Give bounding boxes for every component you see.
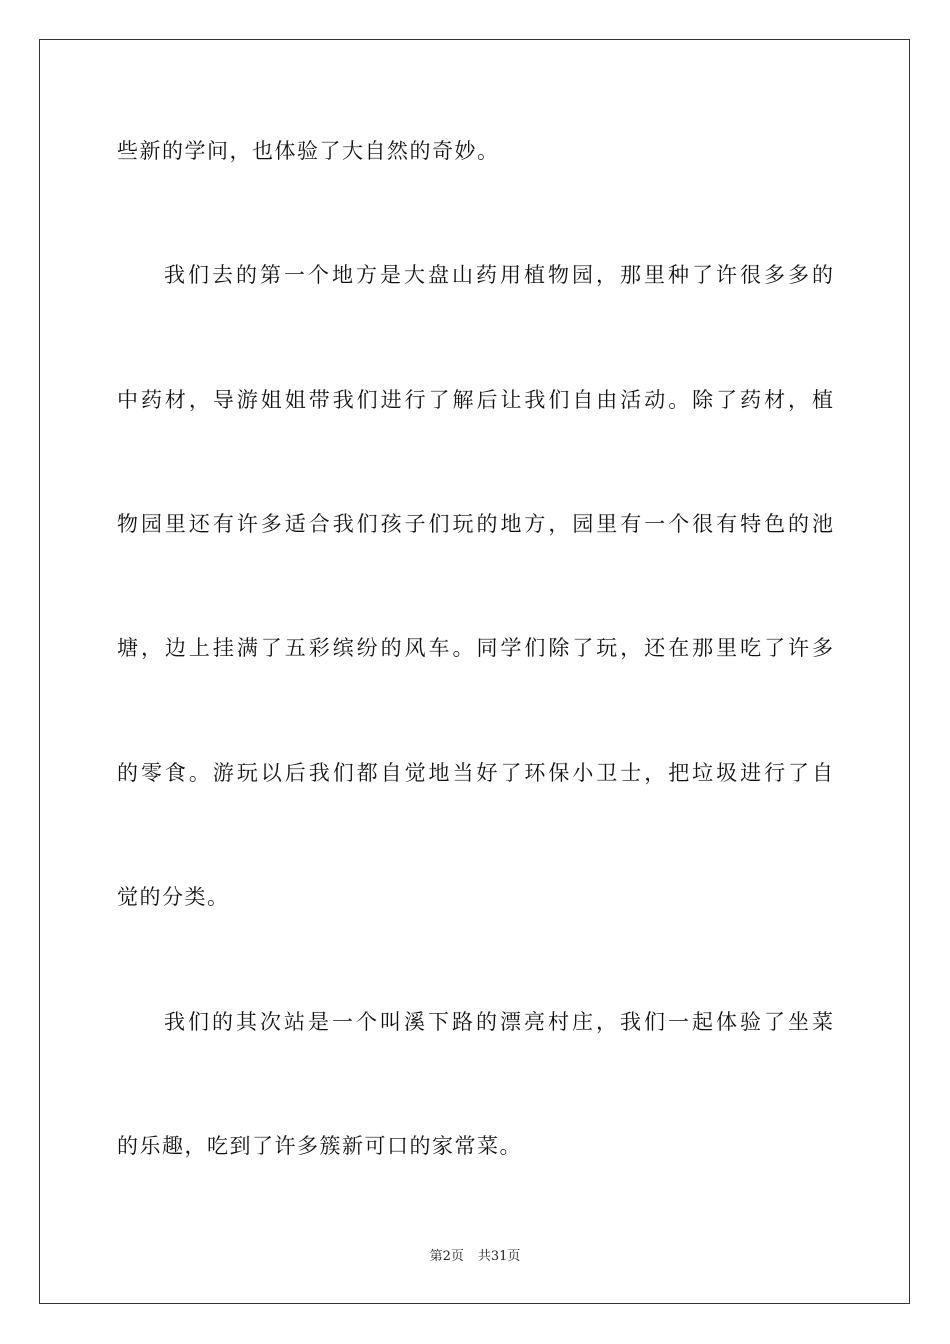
text-line-7: 觉的分类。 — [117, 885, 230, 909]
text-line-4: 物园里还有许多适合我们孩子们玩的地方，园里有一个很有特色的池 — [117, 512, 833, 536]
text-line-9: 的乐趣，吃到了许多簇新可口的家常菜。 — [117, 1134, 522, 1158]
page-border — [39, 39, 910, 1304]
text-line-6: 的零食。游玩以后我们都自觉地当好了环保小卫士，把垃圾进行了自 — [117, 761, 833, 785]
text-line-5: 塘，边上挂满了五彩缤纷的风车。同学们除了玩，还在那里吃了许多 — [117, 636, 833, 660]
page-footer — [0, 1248, 950, 1266]
text-line-1: 些新的学问，也体验了大自然的奇妙。 — [117, 139, 500, 163]
text-line-3: 中药材，导游姐姐带我们进行了解后让我们自由活动。除了药材，植 — [117, 388, 833, 412]
text-line-8: 我们的其次站是一个叫溪下路的漂亮村庄，我们一起体验了坐菜 — [164, 1010, 833, 1034]
total-pages: 共31页 — [477, 1249, 521, 1264]
page-number: 第2页 — [429, 1249, 464, 1264]
text-line-2: 我们去的第一个地方是大盘山药用植物园，那里种了许很多多的 — [164, 263, 833, 287]
